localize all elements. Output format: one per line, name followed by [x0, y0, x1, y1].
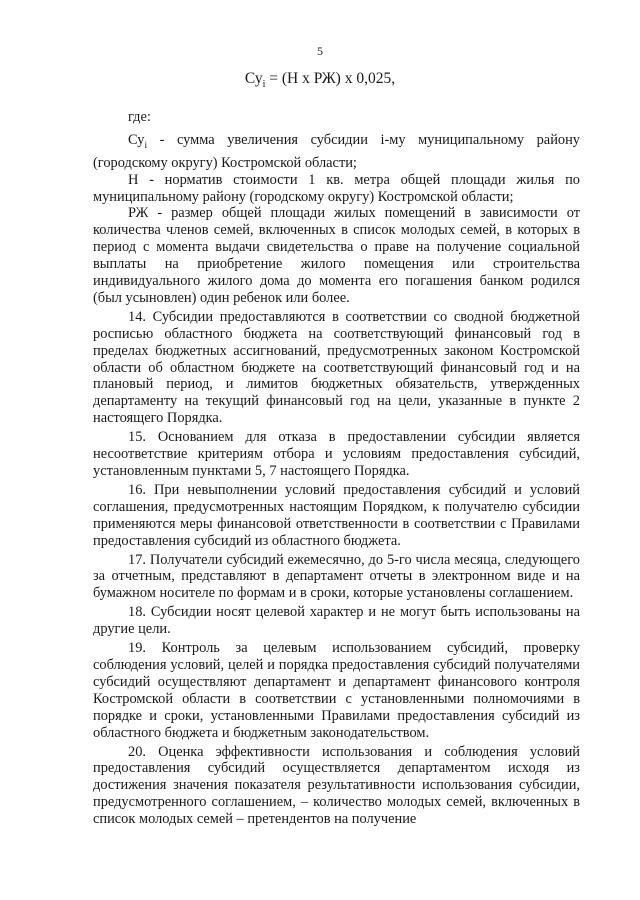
definition-text: - сумма увеличения субсидии i-му муниципальному району (городскому округу) Костромской области;: [93, 131, 580, 171]
definition-term: Су: [128, 131, 145, 148]
definition-sui: [93, 132, 580, 172]
paragraph-19: 19. Контроль за целевым использованием субсидий, проверку соблюдения условий, целей и порядка предоставления субсидий получателями субсидий осуществляют департамент и департамент финансового контроля Костромской области в соответствии с установленными полномочиями в порядке и сроки, установленными Правилами предоставления субсидий из областного бюджета и бюджетным законодательством.: [93, 640, 580, 741]
paragraph-17: 17. Получатели субсидий ежемесячно, до 5-го числа месяца, следующего за отчетным, представляют в департамент отчеты в электронном виде и на бумажном носителе по формам и в сроки, которые установлены соглашением.: [93, 551, 580, 602]
formula-rhs: = (Н х РЖ) х 0,025,: [265, 70, 396, 87]
paragraph-15: 15. Основанием для отказа в предоставлении субсидии является несоответствие критериям отбора и условиям предоставления субсидий, установленным пунктами 5, 7 настоящего Порядка.: [93, 429, 580, 479]
where-label: где:: [128, 109, 151, 125]
definition-n: [93, 172, 580, 206]
paragraph-16: 16. При невыполнении условий предоставления субсидий и условий соглашения, предусмотренных настоящим Порядком, к получателю субсидии применяются меры финансовой ответственности в соответствии с Правилами предоставления субсидий из областного бюджета.: [93, 481, 580, 549]
page-number: 5: [317, 44, 323, 58]
formula-lhs: Су: [244, 70, 263, 87]
paragraph-14: 14. Субсидии предоставляются в соответствии со сводной бюджетной росписью областного бюджета на соответствующий финансовый год в пределах бюджетных ассигнований, предусмотренных законом Костромской области об областном бюджете на соответствующий финансовый год и на плановый период, и лимитов бюджетных обязательств, утвержденных департаменту на текущий финансовый год на цели, указанные в пункте 2 настоящего Порядка.: [93, 308, 580, 427]
definition-text: - норматив стоимости 1 кв. метра общей площади жилья по муниципальному району (городскому округу) Костромской области;: [93, 171, 580, 205]
definition-rzh: [93, 205, 580, 306]
definition-text: - размер общей площади жилых помещений в зависимости от количества членов семей, включенных в список молодых семей, в которых в период с момента выдачи свидетельства о праве на получение социальной выплаты на приобретение жилого помещения или строительства индивидуального жилого дома до момента его погашения банком родился (был усыновлен) один ребенок или более.: [93, 205, 580, 306]
formula: [0, 70, 640, 90]
paragraph-18: 18. Субсидии носят целевой характер и не могут быть использованы на другие цели.: [93, 604, 580, 638]
definition-term: Н: [128, 171, 139, 188]
paragraph-20: 20. Оценка эффективности использования и соблюдения условий предоставления субсидий осуществляется департаментом исходя из достижения значения показателя результативности использования субсидии, предусмотренного соглашением, – количество молодых семей, включенных в список молодых семей – претендентов на получение: [93, 743, 580, 828]
formula-lhs-subscript: i: [262, 79, 266, 91]
definition-term: РЖ: [128, 205, 149, 222]
document-body: [93, 109, 580, 828]
definition-term-subscript: i: [144, 140, 148, 151]
